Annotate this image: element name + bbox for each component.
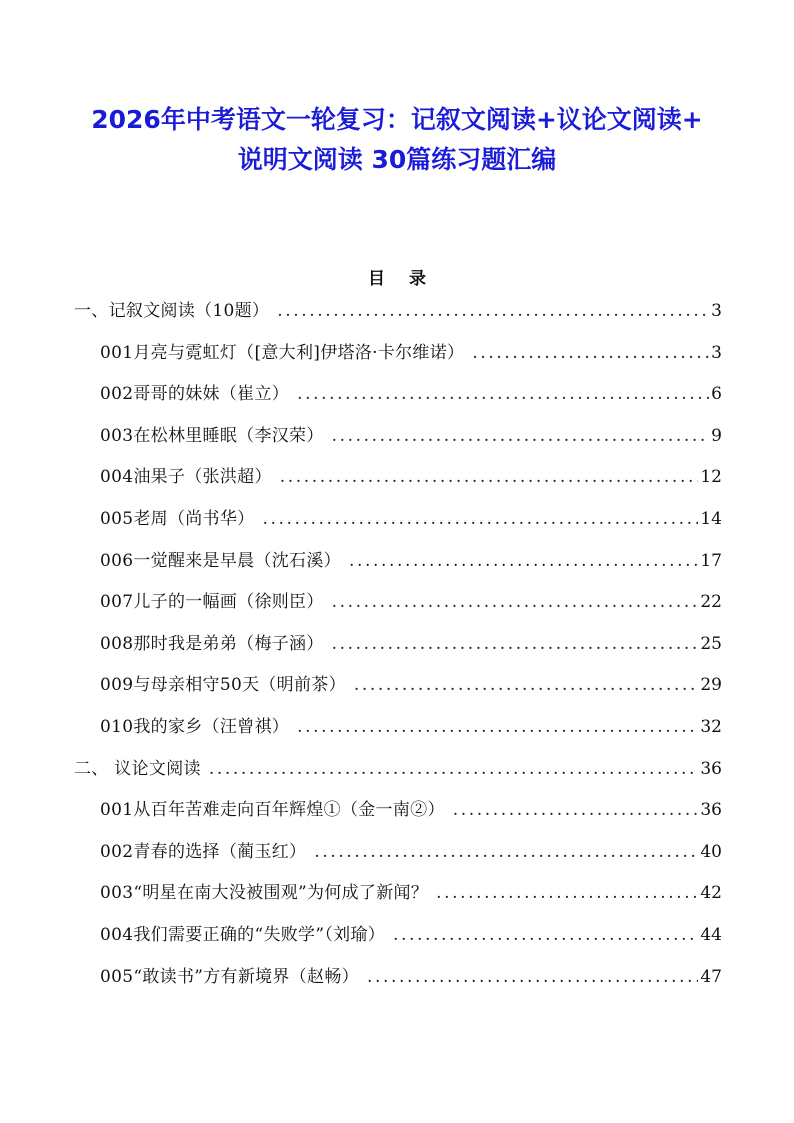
toc-entry-page: 12 — [700, 467, 722, 488]
toc-entry-title: 005“敢读书”方有新境界（赵畅） — [100, 966, 359, 987]
toc-entry[interactable] — [100, 879, 722, 907]
toc-entry[interactable] — [100, 671, 722, 699]
dot-leader — [354, 671, 698, 699]
toc-entry-page: 6 — [711, 384, 722, 405]
toc-entry[interactable] — [100, 713, 722, 741]
toc-entry[interactable] — [100, 921, 722, 949]
toc-entry-page: 3 — [711, 342, 722, 363]
title-line-1: 2026年中考语文一轮复习：记叙文阅读+议论文阅读+ — [91, 105, 703, 134]
dot-leader — [472, 339, 709, 367]
toc-entry-page: 17 — [700, 550, 722, 571]
toc-entry-page: 22 — [700, 592, 722, 613]
toc-entry-title: 008那时我是弟弟（梅子涵） — [100, 633, 324, 654]
toc-entry[interactable] — [100, 463, 722, 491]
dot-leader — [297, 380, 709, 408]
dot-leader — [332, 588, 699, 616]
dot-leader — [209, 755, 699, 783]
dot-leader — [436, 879, 698, 907]
toc-entry[interactable] — [100, 339, 722, 367]
toc-entry-title: 二、 议论文阅读 — [74, 758, 201, 779]
toc-entry-page: 3 — [711, 301, 722, 321]
toc-entry[interactable] — [100, 505, 722, 533]
dot-leader — [332, 422, 710, 450]
dot-leader — [349, 547, 698, 575]
dot-leader — [367, 963, 698, 991]
toc-entry-title: 003“明星在南大没被围观”为何成了新闻？ — [100, 883, 429, 904]
toc-entry-page: 29 — [700, 675, 722, 696]
toc-entry[interactable] — [100, 838, 722, 866]
toc-entry[interactable] — [100, 630, 722, 658]
toc-entry[interactable] — [100, 796, 722, 824]
toc-entry[interactable] — [100, 380, 722, 408]
toc-entry-title: 002青春的选择（蔺玉红） — [100, 841, 307, 862]
toc-entry[interactable] — [100, 963, 722, 991]
toc-entry-title: 001月亮与霓虹灯（[意大利]伊塔洛·卡尔维诺） — [100, 342, 465, 363]
toc-entry-page: 40 — [700, 841, 722, 862]
dot-leader — [277, 297, 709, 325]
dot-leader — [393, 921, 698, 949]
toc-entry-title: 003在松林里睡眠（李汉荣） — [100, 425, 324, 446]
toc-entry-page: 44 — [700, 925, 722, 945]
toc-entry-title: 005老周（尚书华） — [100, 509, 255, 529]
toc-entry-title: 007儿子的一幅画（徐则臣） — [100, 592, 324, 613]
toc-entry-title: 一、记叙文阅读（10题） — [74, 301, 270, 321]
dot-leader — [453, 796, 699, 824]
toc-entry[interactable] — [74, 297, 722, 325]
toc-entry-page: 36 — [700, 758, 722, 779]
title-line-2: 说明文阅读 30篇练习题汇编 — [237, 145, 557, 174]
toc-entry-page: 47 — [700, 966, 722, 987]
dot-leader — [314, 838, 698, 866]
dot-leader — [332, 630, 699, 658]
dot-leader — [297, 713, 698, 741]
toc-entry-title: 010我的家乡（汪曾祺） — [100, 717, 290, 737]
toc-entry-page: 36 — [700, 800, 722, 821]
toc-entry[interactable] — [100, 588, 722, 616]
toc-entry-page: 9 — [711, 425, 722, 446]
toc-entry-page: 42 — [700, 883, 722, 904]
toc-entry-title: 001从百年苦难走向百年辉煌①（金一南②） — [100, 800, 445, 821]
toc-entry[interactable] — [74, 755, 722, 783]
dot-leader — [262, 505, 698, 533]
toc-entry-title: 009与母亲相守50天（明前茶） — [100, 675, 346, 696]
toc-entry-page: 32 — [700, 717, 722, 737]
toc-entry[interactable] — [100, 547, 722, 575]
toc-entry-title: 002哥哥的妹妹（崔立） — [100, 384, 290, 405]
document-title — [0, 100, 794, 180]
dot-leader — [280, 463, 699, 491]
toc-entry-page: 14 — [700, 509, 722, 529]
toc-entry-title: 004我们需要正确的“失败学”（刘瑜） — [100, 925, 386, 945]
toc-heading: 目录 — [368, 269, 450, 289]
toc-entry[interactable] — [100, 422, 722, 450]
toc-entry-page: 25 — [700, 633, 722, 654]
toc-entry-title: 006一觉醒来是早晨（沈石溪） — [100, 550, 341, 571]
toc-entry-title: 004油果子（张洪超） — [100, 467, 272, 488]
